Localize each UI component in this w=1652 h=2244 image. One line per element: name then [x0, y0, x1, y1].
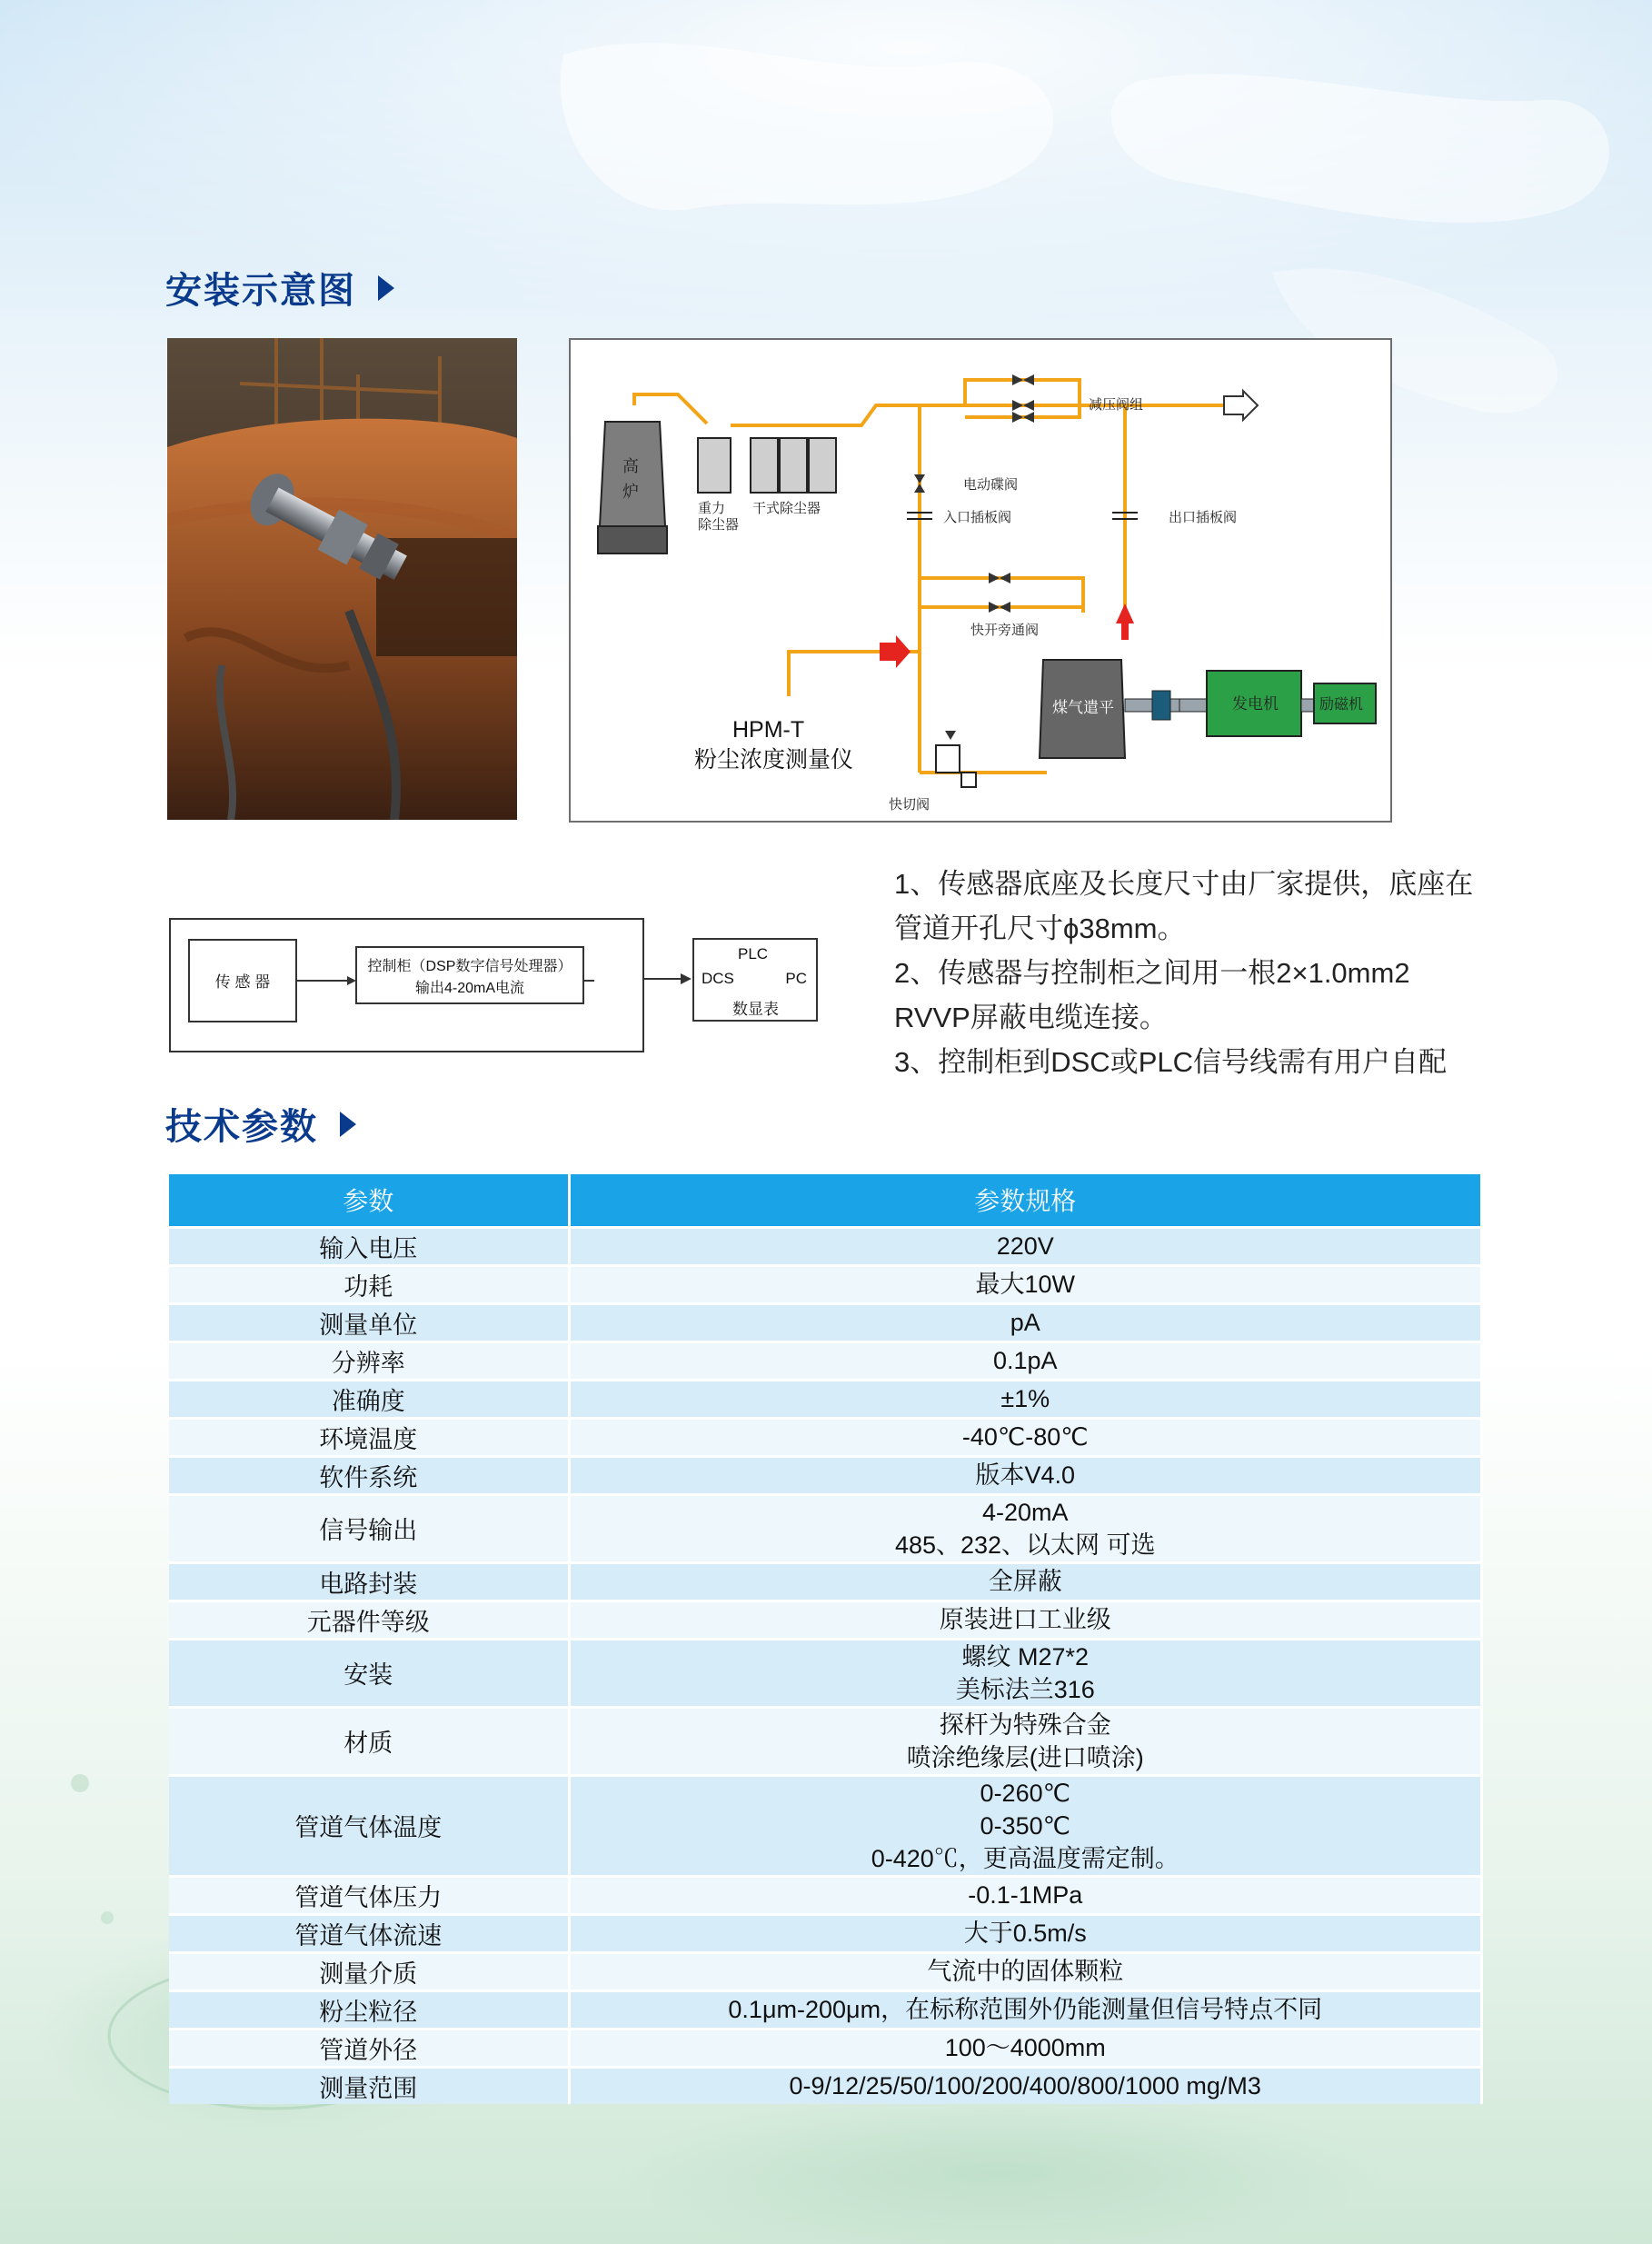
installation-notes	[894, 862, 1494, 1084]
param-value	[569, 1341, 1482, 1380]
param-value	[569, 1562, 1482, 1601]
param-name: 测量单位	[169, 1303, 569, 1341]
table-row	[169, 1775, 1482, 1876]
table-row	[169, 1639, 1482, 1707]
table-row	[169, 1456, 1482, 1494]
table-row	[169, 1418, 1482, 1456]
table-row	[169, 1914, 1482, 1952]
signal-block-diagram	[169, 918, 644, 1052]
cabinet-line1: 控制柜（DSP数字信号处理器）	[367, 959, 572, 974]
table-row	[169, 1876, 1482, 1914]
param-name: 信号输出	[169, 1494, 569, 1562]
output-pc: PC	[785, 970, 807, 987]
param-value	[569, 1876, 1482, 1914]
param-value-line: 最大10W	[975, 1271, 1076, 1298]
param-name: 准确度	[169, 1380, 569, 1418]
table-row	[169, 1562, 1482, 1601]
param-value-line: 原装进口工业级	[939, 1606, 1111, 1633]
param-value	[569, 1775, 1482, 1876]
param-value	[569, 1494, 1482, 1562]
inlet-valve-label: 入口插板阀	[943, 509, 1012, 525]
note-line: 3、控制柜到DSC或PLC信号线需有用户自配	[894, 1046, 1447, 1078]
table-row	[169, 1341, 1482, 1380]
turbine-label: 煤气遣平	[1052, 699, 1114, 717]
table-row	[169, 1707, 1482, 1775]
param-value-line: 220V	[996, 1232, 1054, 1260]
param-value-line: 0-350℃	[980, 1811, 1070, 1840]
param-value	[569, 1952, 1482, 1990]
installation-photo	[167, 338, 517, 820]
dry-dust-label: 干式除尘器	[752, 500, 821, 516]
note-line: 1、传感器底座及长度尺寸由厂家提供，底座在	[894, 868, 1474, 900]
param-name: 安装	[169, 1639, 569, 1707]
gravity-dust-label-1: 重力	[698, 500, 726, 516]
gravity-dust-label-2: 除尘器	[698, 516, 740, 533]
param-value-line: 0-420℃，更高温度需定制。	[871, 1844, 1179, 1872]
param-value	[569, 1380, 1482, 1418]
parameters-table	[169, 1174, 1483, 2104]
furnace-label-top: 高	[622, 457, 639, 476]
param-value	[569, 1707, 1482, 1775]
param-value-line: 气流中的固体颗粒	[927, 1958, 1124, 1985]
triangle-right-icon	[378, 275, 394, 301]
instrument-model-label: HPM-T	[732, 717, 805, 743]
table-row	[169, 2067, 1482, 2104]
generator-label: 发电机	[1232, 695, 1279, 713]
param-value	[569, 1990, 1482, 2029]
param-value-line: 0-9/12/25/50/100/200/400/800/1000 mg/M3	[789, 2072, 1261, 2099]
table-row	[169, 1265, 1482, 1303]
param-value-line: 喷涂绝缘层(进口喷涂)	[906, 1743, 1144, 1771]
output-display: 数显表	[732, 1001, 779, 1018]
note-line: 2、传感器与控制柜之间用一根2×1.0mm2	[894, 957, 1410, 989]
param-value	[569, 1265, 1482, 1303]
table-header-param: 参数	[169, 1174, 569, 1227]
param-name: 管道外径	[169, 2029, 569, 2067]
sensor-block-label: 传 感 器	[214, 973, 271, 991]
note-line: 管道开孔尺寸ϕ38mm。	[894, 913, 1186, 944]
table-row	[169, 1227, 1482, 1265]
param-value	[569, 1456, 1482, 1494]
param-value-line: 0.1μm-200μm，在标称范围外仍能测量但信号特点不同	[728, 1996, 1323, 2023]
electric-valve-label: 电动碟阀	[963, 476, 1019, 493]
cabinet-line2: 输出4-20mA电流	[414, 981, 525, 996]
param-value	[569, 1418, 1482, 1456]
table-body	[169, 1227, 1482, 2104]
table-row	[169, 1303, 1482, 1341]
param-value-line: pA	[1010, 1309, 1040, 1336]
table-row	[169, 1494, 1482, 1562]
param-name: 测量介质	[169, 1952, 569, 1990]
param-value	[569, 1303, 1482, 1341]
output-dcs: DCS	[702, 970, 734, 987]
bypass-valve-label: 快开旁通阀	[970, 622, 1040, 638]
table-header-spec: 参数规格	[569, 1174, 1482, 1227]
param-name: 管道气体温度	[169, 1775, 569, 1876]
param-value-line: ±1%	[1000, 1385, 1050, 1412]
block-arrow-head	[681, 973, 692, 984]
section-title-install-text: 安装示意图	[165, 270, 356, 312]
triangle-right-icon	[340, 1112, 356, 1137]
turbine	[1040, 660, 1125, 758]
param-name: 环境温度	[169, 1418, 569, 1456]
param-value-line: 螺纹 M27*2	[961, 1642, 1090, 1671]
param-value-line: 大于0.5m/s	[963, 1920, 1087, 1947]
param-name: 粉尘粒径	[169, 1990, 569, 2029]
section-title-install	[165, 262, 394, 314]
param-value-line: -0.1-1MPa	[968, 1881, 1083, 1909]
param-value	[569, 1601, 1482, 1639]
table-header-row	[169, 1174, 1482, 1227]
param-value-line: 100～4000mm	[944, 2034, 1106, 2061]
param-value-line: 全屏蔽	[988, 1568, 1062, 1595]
process-flow-diagram	[569, 338, 1392, 823]
param-name: 功耗	[169, 1265, 569, 1303]
table-row	[169, 2029, 1482, 2067]
param-value-line: 485、232、以太网 可选	[894, 1531, 1156, 1559]
pressure-valves-label: 减压阀组	[1089, 396, 1144, 413]
param-name: 输入电压	[169, 1227, 569, 1265]
quick-valve-label: 快切阀	[889, 796, 930, 813]
output-plc: PLC	[738, 945, 769, 962]
outlet-valve-label: 出口插板阀	[1169, 509, 1238, 525]
param-value-line: 0.1pA	[992, 1347, 1058, 1374]
table-row	[169, 1952, 1482, 1990]
instrument-name-label: 粉尘浓度测量仪	[694, 747, 854, 773]
note-line: RVVP屏蔽电缆连接。	[894, 1002, 1168, 1033]
param-name: 管道气体压力	[169, 1876, 569, 1914]
param-value-line: 探杆为特殊合金	[939, 1710, 1111, 1739]
table-row	[169, 1380, 1482, 1418]
param-name: 电路封装	[169, 1562, 569, 1601]
section-title-tech-text: 技术参数	[165, 1106, 318, 1148]
param-value	[569, 2029, 1482, 2067]
param-value-line: 4-20mA	[981, 1498, 1069, 1526]
param-value	[569, 2067, 1482, 2104]
section-title-tech	[165, 1098, 356, 1150]
param-name: 材质	[169, 1707, 569, 1775]
furnace-label-bottom: 炉	[622, 483, 639, 502]
output-block	[692, 938, 818, 1022]
param-value-line: 美标法兰316	[955, 1675, 1095, 1703]
param-name: 测量范围	[169, 2067, 569, 2104]
exciter-label: 励磁机	[1319, 695, 1364, 713]
param-value	[569, 1914, 1482, 1952]
param-value-line: -40℃-80℃	[961, 1423, 1089, 1451]
param-value	[569, 1227, 1482, 1265]
table-row	[169, 1990, 1482, 2029]
param-name: 软件系统	[169, 1456, 569, 1494]
table-row	[169, 1601, 1482, 1639]
param-value-line: 版本V4.0	[975, 1461, 1076, 1489]
param-value	[569, 1639, 1482, 1707]
param-name: 元器件等级	[169, 1601, 569, 1639]
param-name: 管道气体流速	[169, 1914, 569, 1952]
furnace	[598, 422, 667, 554]
param-value-line: 0-260℃	[980, 1779, 1070, 1807]
param-name: 分辨率	[169, 1341, 569, 1380]
